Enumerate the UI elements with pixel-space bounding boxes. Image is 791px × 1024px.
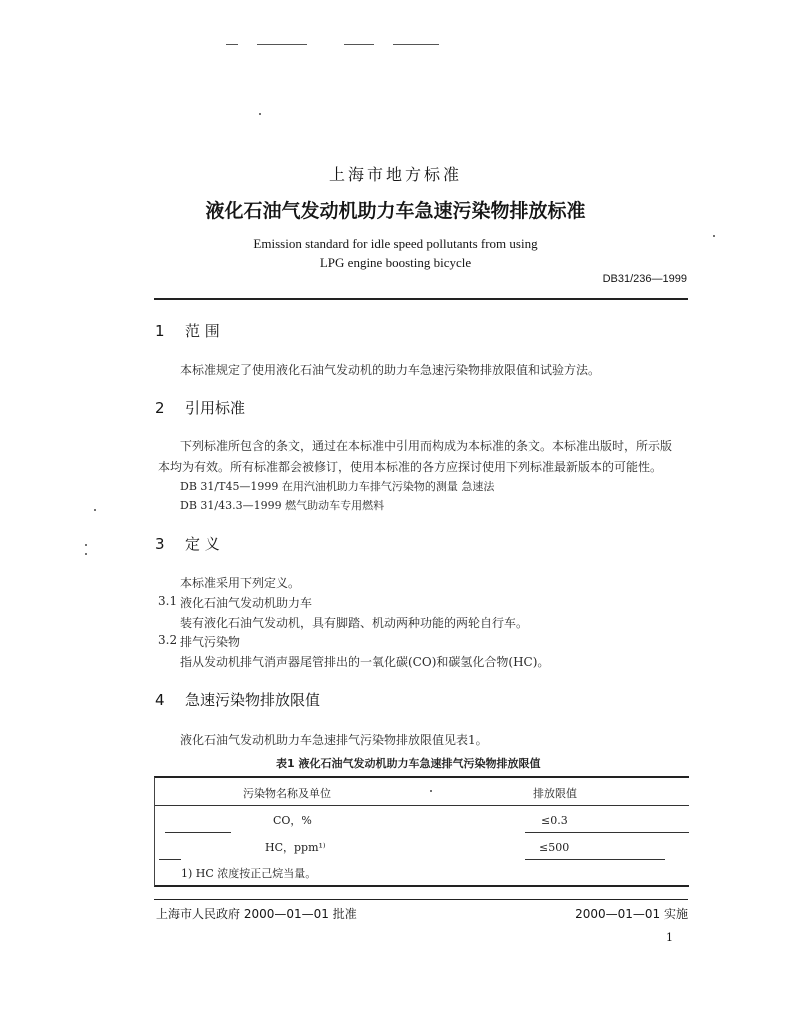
approval-line: 上海市人民政府 2000—01—01 批准 (156, 907, 357, 921)
table-row-rule (159, 859, 181, 860)
implementation-line: 2000—01—01 实施 (575, 907, 688, 921)
section-title: 定 义 (185, 535, 220, 553)
table-row-rule (525, 859, 665, 860)
section-number: 1 (155, 322, 165, 340)
section-number: 3 (155, 535, 165, 553)
section-2-text-line2: 本均为有效。所有标准都会被修订，使用本标准的各方应探讨使用下列标准最新版本的可能性。 (158, 460, 663, 474)
scan-speck (94, 509, 96, 511)
table-header-rule (155, 805, 689, 806)
section-2-heading (155, 397, 245, 418)
scan-mark (226, 44, 238, 45)
section-1-heading (155, 320, 220, 341)
standard-kind: 上海市地方标准 (328, 165, 462, 184)
table-header-pollutant: 污染物名称及单位 (243, 787, 331, 800)
table-footnote: 1) HC 浓度按正己烷当量。 (181, 867, 317, 880)
section-number: 2 (155, 399, 165, 417)
footer-rule (154, 899, 688, 900)
definition-3-2-term: 排气污染物 (180, 635, 241, 649)
table-cell-limit: ≤500 (539, 841, 570, 854)
document-title-cn: 液化石油气发动机助力车急速污染物排放标准 (205, 200, 586, 222)
section-1-text: 本标准规定了使用液化石油气发动机的助力车急速污染物排放限值和试验方法。 (180, 363, 601, 377)
definition-3-1-text: 装有液化石油气发动机，具有脚踏、机动两种功能的两轮自行车。 (180, 616, 529, 630)
section-3-heading (155, 533, 220, 554)
definition-3-2-number: 3.2 (158, 633, 178, 647)
section-title: 急速污染物排放限值 (185, 691, 321, 709)
scan-speck (85, 553, 87, 555)
table-header-limit: 排放限值 (533, 787, 577, 800)
definition-3-1-term: 液化石油气发动机助力车 (180, 596, 313, 610)
scan-speck (259, 113, 261, 115)
definition-3-1-number: 3.1 (158, 594, 178, 608)
scan-mark (393, 44, 439, 45)
section-4-text: 液化石油气发动机助力车急速排气污染物排放限值见表1。 (180, 733, 488, 747)
document-title-en-line2: LPG engine boosting bicycle (319, 255, 472, 270)
section-title: 引用标准 (185, 399, 246, 417)
section-4-heading (155, 689, 320, 710)
page-number: 1 (666, 931, 673, 944)
scan-mark (344, 44, 374, 45)
table-row-rule (525, 832, 689, 833)
document-title-en-line1: Emission standard for idle speed pollutants from using (253, 236, 538, 251)
table-caption: 表1 液化石油气发动机助力车急速排气污染物排放限值 (276, 757, 541, 770)
table-cell-pollutant: HC，ppm¹⁾ (265, 841, 326, 854)
section-number: 4 (155, 691, 165, 709)
standard-number: DB31/236—1999 (602, 273, 687, 285)
table-cell-pollutant: CO，% (273, 814, 312, 827)
section-title: 范 围 (185, 322, 220, 340)
reference-standard-1: DB 31/T45—1999 在用汽油机助力车排气污染物的测量 急速法 (180, 480, 495, 493)
reference-standard-2: DB 31/43.3—1999 燃气助动车专用燃料 (180, 499, 385, 512)
table-cell-limit: ≤0.3 (541, 814, 568, 827)
header-rule (154, 298, 688, 300)
section-3-intro: 本标准采用下列定义。 (180, 576, 301, 590)
section-2-text-line1: 下列标准所包含的条文，通过在本标准中引用而构成为本标准的条文。本标准出版时，所示版 (180, 439, 673, 453)
table-row-rule (165, 832, 231, 833)
scan-mark (257, 44, 307, 45)
scan-speck (85, 544, 87, 546)
emission-limit-table (154, 776, 689, 887)
definition-3-2-text: 指从发动机排气消声器尾管排出的一氧化碳(CO)和碳氢化合物(HC)。 (180, 655, 550, 669)
